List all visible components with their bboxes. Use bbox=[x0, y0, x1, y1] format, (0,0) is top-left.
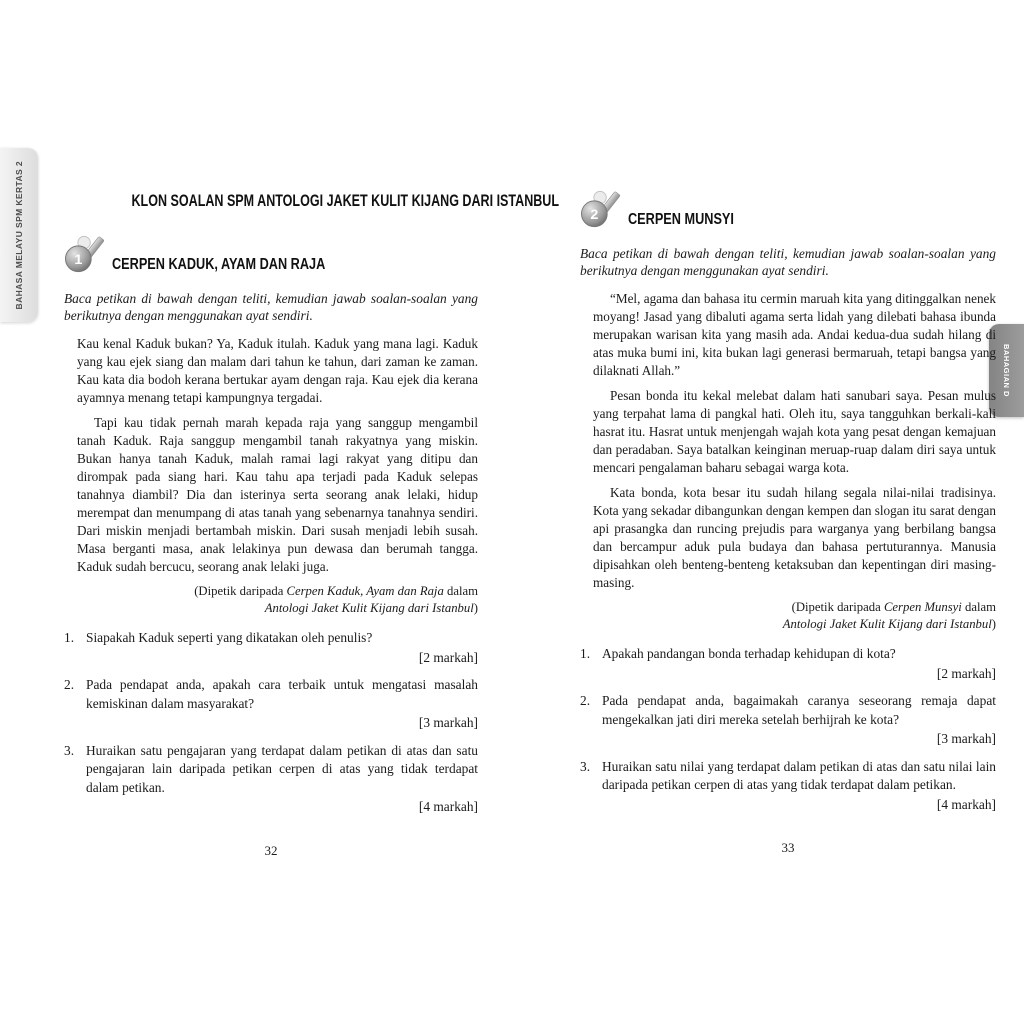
section-badge-1 bbox=[64, 234, 106, 279]
page-number-left: 32 bbox=[264, 842, 278, 858]
question-1-left bbox=[64, 629, 478, 648]
chapter-title-text: KLON SOALAN SPM ANTOLOGI JAKET KULIT KIJANG DARI ISTANBUL bbox=[131, 192, 560, 210]
spine-tab-right-label: BAHAGIAN D bbox=[1002, 344, 1011, 397]
citation-prefix: (Dipetik daripada bbox=[791, 600, 884, 614]
passage-paragraph: Kau kenal Kaduk bukan? Ya, Kaduk itulah. Kaduk yang mana lagi. Kaduk yang kau ejek siang dan malam dari tahun ke tahun, dari zaman ke zaman. Kau kata dia bodoh kerana bertukar ayam dengan raja. Kau ejek dia kerana ayamnya menang tetapi kampungnya tergadai. bbox=[77, 336, 478, 405]
citation-work-title: Cerpen Kaduk, Ayam dan Raja bbox=[286, 584, 444, 598]
citation-mid: dalam bbox=[961, 600, 996, 614]
section-number: 2 bbox=[590, 207, 599, 223]
question-text: Pada pendapat anda, apakah cara terbaik untuk mengatasi masalah kemiskinan dalam masyarakat? bbox=[86, 677, 478, 711]
passage-paragraph: Pesan bonda itu kekal melebat dalam hati sanubari saya. Pesan mulus yang terpahat lama di pangkal hati. Oleh itu, saya tangguhkan berkali-kali hasrat itu. Hasrat untuk menjengah wajah kota yang pesat dengan kemajuan dan peradaban. Saya batalkan keinginan meruap-ruap dalam diri saya untuk mencari pengalaman baharu sebagai warga kota. bbox=[593, 388, 996, 475]
passage-right bbox=[580, 290, 996, 592]
question-marks: [3 markah] bbox=[936, 731, 996, 746]
question-2-left bbox=[64, 676, 478, 713]
question-text: Siapakah Kaduk seperti yang dikatakan oleh penulis? bbox=[86, 630, 373, 645]
citation-mid: dalam bbox=[443, 584, 478, 598]
section-head-cerpen-kaduk bbox=[64, 237, 478, 279]
question-text: Huraikan satu pengajaran yang terdapat dalam petikan di atas dan satu pengajaran lain daripada petikan cerpen di atas yang tidak terdapat dalam petikan. bbox=[86, 742, 478, 795]
citation-prefix: (Dipetik daripada bbox=[194, 584, 287, 598]
section-badge-2 bbox=[580, 189, 622, 234]
page-number-right: 33 bbox=[781, 840, 795, 855]
question-text: Huraikan satu nilai yang terdapat dalam petikan di atas dan satu nilai lain daripada petikan cerpen di atas yang tidak terdapat dalam petikan. bbox=[602, 758, 996, 792]
question-marks: [3 markah] bbox=[418, 715, 478, 730]
section-head-cerpen-munsyi bbox=[580, 192, 996, 234]
question-number: 1. bbox=[64, 630, 75, 645]
question-1-right bbox=[580, 645, 996, 664]
question-number: 3. bbox=[580, 758, 591, 774]
passage-paragraph: “Mel, agama dan bahasa itu cermin maruah kita yang ditinggalkan nenek moyang! Jasad yang dibaluti agama serta lidah yang dilebati bahasa ibunda merupakan warisan kita yang masih ada. Andai kedua-dua sudah hilang di atas muka bumi ini, kita bukan lagi generasi bermaruah, tetapi bangsa yang dilaknati Allah.” bbox=[593, 291, 996, 378]
question-marks: [2 markah] bbox=[936, 665, 996, 681]
citation-anthology-title: Antologi Jaket Kulit Kijang dari Istanbul bbox=[782, 617, 992, 631]
question-number: 3. bbox=[64, 742, 75, 758]
question-number: 2. bbox=[64, 677, 75, 692]
passage-left bbox=[64, 335, 478, 576]
passage-paragraph: Kata bonda, kota besar itu sudah hilang segala nilai-nilai tradisinya. Kota yang sekadar dibangunkan dengan kempen dan slogan itu sarat dengan api prasangka dan runcing prejudis para warganya yang berbilang bangsa dan bercampur aduk pula budaya dan bahasa pertuturannya. Manusia dipisahkan oleh benteng-benteng ketaksuban dan kepentingan diri masing-masing. bbox=[593, 485, 996, 590]
passage-paragraph: Tapi kau tidak pernah marah kepada raja yang sanggup mengambil tanah Kaduk. Raja sanggup mengambil tanah rakyatnya yang miskin. Bukan hanya tanah Kaduk, malah ramai lagi rakyat yang ditipu dan dirompak pada siang hari. Kau tahu apa terjadi pada Kaduk selepas tanahnya diambil? Dia dan isterinya serta seorang anak lelaki, hidup merempat dan menumpang di atas tanah yang sebenarnya tanahnya sendiri. Dari miskin menjadi bertambah miskin. Dari susah menjadi lebih susah. Masa berganti masa, anak lelakinya pun dewasa dan berumah tangga. Kaduk sudah bercucu, seorang anak lelaki juga. bbox=[77, 415, 478, 574]
question-number: 2. bbox=[580, 693, 591, 708]
question-text: Apakah pandangan bonda terhadap kehidupan di kota? bbox=[602, 646, 896, 661]
spine-tab-bahasa-melayu bbox=[0, 148, 38, 322]
question-number: 1. bbox=[580, 646, 591, 661]
citation-right bbox=[580, 599, 996, 633]
question-marks: [4 markah] bbox=[418, 799, 478, 814]
question-marks: [2 markah] bbox=[418, 649, 478, 665]
section-number: 1 bbox=[74, 252, 83, 268]
citation-left bbox=[64, 583, 478, 617]
citation-suffix: ) bbox=[991, 617, 996, 631]
question-text: Pada pendapat anda, bagaimakah caranya seseorang remaja dapat mengekalkan jati diri mereka setelah berhijrah ke kota? bbox=[602, 693, 996, 727]
question-marks: [4 markah] bbox=[936, 796, 996, 812]
instruction-right: Baca petikan di bawah dengan teliti, kemudian jawab soalan-soalan yang berikutnya dengan menggunakan ayat sendiri. bbox=[580, 246, 996, 278]
question-3-right bbox=[580, 758, 996, 795]
citation-suffix: ) bbox=[473, 601, 478, 615]
chapter-title bbox=[64, 192, 560, 211]
right-page bbox=[580, 192, 996, 856]
spine-tab-left-label: BAHASA MELAYU SPM KERTAS 2 bbox=[14, 160, 24, 310]
left-page bbox=[64, 192, 560, 859]
pencil-bulb-badge-icon bbox=[64, 234, 106, 274]
question-2-right bbox=[580, 692, 996, 729]
citation-anthology-title: Antologi Jaket Kulit Kijang dari Istanbul bbox=[264, 601, 474, 615]
section-title-left: CERPEN KADUK, AYAM DAN RAJA bbox=[112, 256, 326, 273]
question-3-left bbox=[64, 742, 478, 798]
instruction-left: Baca petikan di bawah dengan teliti, kemudian jawab soalan-soalan yang berikutnya dengan menggunakan ayat sendiri. bbox=[64, 291, 478, 323]
pencil-bulb-badge-icon bbox=[580, 189, 622, 229]
section-title-right: CERPEN MUNSYI bbox=[628, 211, 734, 228]
citation-work-title: Cerpen Munsyi bbox=[883, 600, 962, 614]
